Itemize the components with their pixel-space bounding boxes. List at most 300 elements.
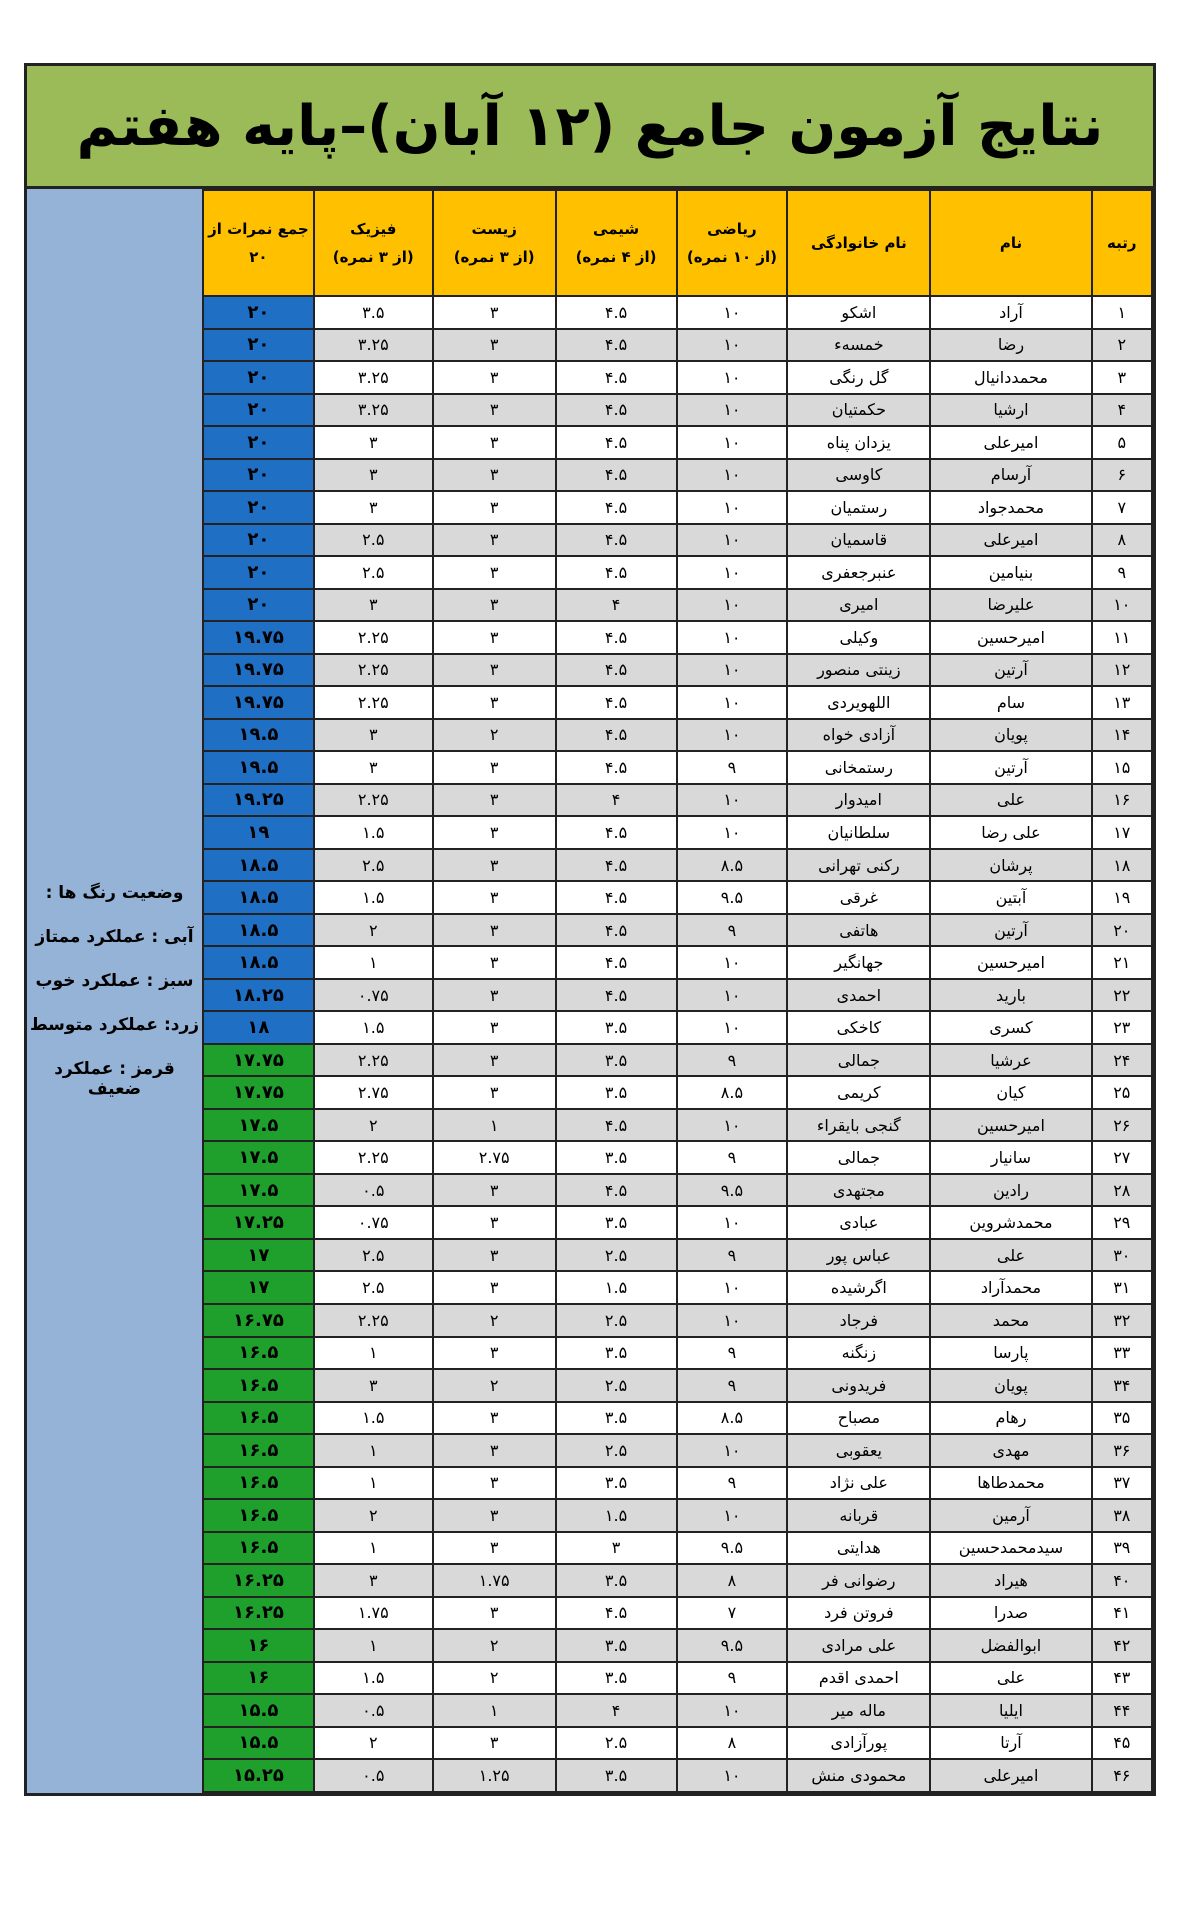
cell-family: زنگنه — [787, 1337, 930, 1370]
cell-name: علی — [930, 1662, 1091, 1695]
cell-phys: ۲.۲۵ — [314, 654, 433, 687]
table-row — [203, 1076, 1152, 1109]
cell-chem: ۳.۵ — [556, 1759, 677, 1792]
cell-family: عنبرجعفری — [787, 556, 930, 589]
cell-family: فروتن فرد — [787, 1597, 930, 1630]
cell-chem: ۴.۵ — [556, 621, 677, 654]
color-legend-panel — [27, 189, 202, 1793]
table-row — [203, 1011, 1152, 1044]
cell-family: امیری — [787, 589, 930, 622]
cell-rank: ۸ — [1092, 524, 1152, 557]
cell-math: ۸ — [677, 1727, 788, 1760]
cell-bio: ۳ — [433, 1337, 556, 1370]
cell-family: اگرشیده — [787, 1271, 930, 1304]
cell-bio: ۳ — [433, 686, 556, 719]
cell-chem: ۳.۵ — [556, 1206, 677, 1239]
cell-total: ۱۸ — [203, 1011, 314, 1044]
cell-total: ۱۵.۵ — [203, 1727, 314, 1760]
cell-math: ۹ — [677, 914, 788, 947]
cell-math: ۹ — [677, 1467, 788, 1500]
cell-bio: ۳ — [433, 1271, 556, 1304]
cell-name: محمدجواد — [930, 491, 1091, 524]
cell-phys: ۱ — [314, 1467, 433, 1500]
table-row — [203, 654, 1152, 687]
cell-rank: ۱۰ — [1092, 589, 1152, 622]
cell-name: آرتین — [930, 751, 1091, 784]
cell-math: ۱۰ — [677, 589, 788, 622]
legend-red: قرمز : عملکرد ضعیف — [54, 1059, 175, 1099]
cell-phys: ۲.۲۵ — [314, 1304, 433, 1337]
cell-chem: ۴.۵ — [556, 751, 677, 784]
cell-bio: ۳ — [433, 1239, 556, 1272]
cell-total: ۱۸.۵ — [203, 849, 314, 882]
table-row — [203, 1271, 1152, 1304]
cell-family: کریمی — [787, 1076, 930, 1109]
cell-bio: ۳ — [433, 394, 556, 427]
cell-math: ۹ — [677, 1369, 788, 1402]
header-row — [203, 190, 1152, 296]
cell-rank: ۲۶ — [1092, 1109, 1152, 1142]
cell-phys: ۲ — [314, 1727, 433, 1760]
cell-phys: ۳ — [314, 491, 433, 524]
cell-chem: ۴.۵ — [556, 426, 677, 459]
cell-total: ۱۷.۵ — [203, 1174, 314, 1207]
cell-family: جمالی — [787, 1044, 930, 1077]
cell-total: ۱۶.۵ — [203, 1532, 314, 1565]
cell-family: آزادی خواه — [787, 719, 930, 752]
cell-total: ۱۶.۲۵ — [203, 1597, 314, 1630]
cell-rank: ۳۱ — [1092, 1271, 1152, 1304]
cell-total: ۲۰ — [203, 589, 314, 622]
cell-rank: ۲۲ — [1092, 979, 1152, 1012]
cell-math: ۱۰ — [677, 394, 788, 427]
cell-phys: ۲.۲۵ — [314, 1044, 433, 1077]
cell-name: امیرعلی — [930, 524, 1091, 557]
cell-chem: ۳.۵ — [556, 1337, 677, 1370]
cell-chem: ۴.۵ — [556, 1597, 677, 1630]
cell-math: ۹.۵ — [677, 881, 788, 914]
cell-phys: ۱.۵ — [314, 881, 433, 914]
cell-bio: ۲ — [433, 1304, 556, 1337]
cell-total: ۱۷.۵ — [203, 1141, 314, 1174]
cell-math: ۹ — [677, 1141, 788, 1174]
cell-name: محمدطاها — [930, 1467, 1091, 1500]
cell-total: ۱۹.۷۵ — [203, 654, 314, 687]
table-row — [203, 459, 1152, 492]
cell-rank: ۳۵ — [1092, 1402, 1152, 1435]
cell-bio: ۳ — [433, 361, 556, 394]
cell-math: ۱۰ — [677, 1271, 788, 1304]
cell-rank: ۲۴ — [1092, 1044, 1152, 1077]
cell-total: ۱۸.۵ — [203, 946, 314, 979]
cell-rank: ۳۷ — [1092, 1467, 1152, 1500]
cell-total: ۱۶.۵ — [203, 1369, 314, 1402]
legend-blue: آبی : عملکرد ممتاز — [35, 927, 194, 947]
cell-math: ۱۰ — [677, 686, 788, 719]
table-row — [203, 621, 1152, 654]
cell-rank: ۱۴ — [1092, 719, 1152, 752]
cell-name: سام — [930, 686, 1091, 719]
table-row — [203, 1206, 1152, 1239]
cell-family: زینتی منصور — [787, 654, 930, 687]
cell-math: ۹ — [677, 1239, 788, 1272]
cell-bio: ۳ — [433, 751, 556, 784]
cell-bio: ۳ — [433, 654, 556, 687]
cell-phys: ۳ — [314, 426, 433, 459]
cell-math: ۱۰ — [677, 361, 788, 394]
cell-rank: ۳۴ — [1092, 1369, 1152, 1402]
table-row — [203, 361, 1152, 394]
cell-phys: ۲.۲۵ — [314, 784, 433, 817]
cell-chem: ۳ — [556, 1532, 677, 1565]
cell-phys: ۱.۵ — [314, 1011, 433, 1044]
cell-bio: ۳ — [433, 1434, 556, 1467]
table-row — [203, 426, 1152, 459]
cell-chem: ۱.۵ — [556, 1499, 677, 1532]
cell-total: ۲۰ — [203, 394, 314, 427]
cell-rank: ۷ — [1092, 491, 1152, 524]
cell-bio: ۳ — [433, 1597, 556, 1630]
cell-bio: ۳ — [433, 589, 556, 622]
cell-total: ۱۷.۷۵ — [203, 1044, 314, 1077]
cell-rank: ۲ — [1092, 329, 1152, 362]
cell-phys: ۰.۵ — [314, 1174, 433, 1207]
cell-phys: ۱ — [314, 1337, 433, 1370]
table-row — [203, 1141, 1152, 1174]
cell-name: هیراد — [930, 1564, 1091, 1597]
cell-name: آرتین — [930, 914, 1091, 947]
cell-family: رکنی تهرانی — [787, 849, 930, 882]
cell-family: رستمخانی — [787, 751, 930, 784]
cell-name: امیرعلی — [930, 426, 1091, 459]
cell-math: ۱۰ — [677, 524, 788, 557]
cell-math: ۱۰ — [677, 621, 788, 654]
table-row — [203, 1109, 1152, 1142]
cell-rank: ۲۹ — [1092, 1206, 1152, 1239]
cell-math: ۹ — [677, 751, 788, 784]
cell-family: فریدونی — [787, 1369, 930, 1402]
table-row — [203, 1239, 1152, 1272]
cell-phys: ۳.۵ — [314, 296, 433, 329]
cell-name: آبتین — [930, 881, 1091, 914]
cell-bio: ۳ — [433, 329, 556, 362]
cell-name: علی — [930, 1239, 1091, 1272]
cell-chem: ۴.۵ — [556, 816, 677, 849]
cell-math: ۹ — [677, 1662, 788, 1695]
cell-total: ۱۶.۵ — [203, 1337, 314, 1370]
cell-rank: ۲۰ — [1092, 914, 1152, 947]
table-row — [203, 1434, 1152, 1467]
cell-name: امیرحسین — [930, 1109, 1091, 1142]
cell-total: ۱۷.۵ — [203, 1109, 314, 1142]
cell-total: ۱۹.۷۵ — [203, 621, 314, 654]
cell-chem: ۴ — [556, 1694, 677, 1727]
cell-math: ۱۰ — [677, 719, 788, 752]
cell-family: عباس پور — [787, 1239, 930, 1272]
cell-family: عبادی — [787, 1206, 930, 1239]
cell-bio: ۳ — [433, 524, 556, 557]
table-row — [203, 1044, 1152, 1077]
cell-name: علی — [930, 784, 1091, 817]
cell-chem: ۴.۵ — [556, 946, 677, 979]
table-row — [203, 1629, 1152, 1662]
cell-rank: ۲۱ — [1092, 946, 1152, 979]
cell-chem: ۳.۵ — [556, 1044, 677, 1077]
cell-bio: ۳ — [433, 1402, 556, 1435]
header-phys: فیزیک (از ۳ نمره) — [314, 190, 433, 296]
cell-phys: ۲.۵ — [314, 1271, 433, 1304]
cell-name: بنیامین — [930, 556, 1091, 589]
cell-math: ۱۰ — [677, 1304, 788, 1337]
cell-chem: ۴.۵ — [556, 524, 677, 557]
cell-family: ماله میر — [787, 1694, 930, 1727]
cell-math: ۸.۵ — [677, 1402, 788, 1435]
cell-total: ۱۷ — [203, 1239, 314, 1272]
cell-phys: ۲.۵ — [314, 849, 433, 882]
cell-total: ۱۵.۵ — [203, 1694, 314, 1727]
cell-math: ۹.۵ — [677, 1174, 788, 1207]
cell-math: ۱۰ — [677, 1109, 788, 1142]
table-row — [203, 1402, 1152, 1435]
cell-chem: ۴ — [556, 784, 677, 817]
cell-family: مجتهدی — [787, 1174, 930, 1207]
cell-bio: ۱.۲۵ — [433, 1759, 556, 1792]
cell-bio: ۱.۷۵ — [433, 1564, 556, 1597]
cell-chem: ۲.۵ — [556, 1369, 677, 1402]
cell-total: ۱۶.۵ — [203, 1402, 314, 1435]
cell-bio: ۳ — [433, 914, 556, 947]
cell-rank: ۴۳ — [1092, 1662, 1152, 1695]
cell-bio: ۳ — [433, 816, 556, 849]
table-row — [203, 816, 1152, 849]
cell-bio: ۳ — [433, 784, 556, 817]
cell-bio: ۳ — [433, 1044, 556, 1077]
cell-bio: ۳ — [433, 1467, 556, 1500]
cell-phys: ۱ — [314, 1532, 433, 1565]
cell-chem: ۴.۵ — [556, 491, 677, 524]
cell-rank: ۱۸ — [1092, 849, 1152, 882]
table-row — [203, 556, 1152, 589]
cell-math: ۷ — [677, 1597, 788, 1630]
cell-bio: ۳ — [433, 1076, 556, 1109]
cell-total: ۱۹.۵ — [203, 719, 314, 752]
cell-phys: ۳ — [314, 459, 433, 492]
cell-name: آراد — [930, 296, 1091, 329]
cell-rank: ۲۵ — [1092, 1076, 1152, 1109]
cell-rank: ۱۹ — [1092, 881, 1152, 914]
cell-chem: ۲.۵ — [556, 1434, 677, 1467]
cell-chem: ۳.۵ — [556, 1467, 677, 1500]
table-row — [203, 719, 1152, 752]
cell-family: قاسمیان — [787, 524, 930, 557]
cell-phys: ۳ — [314, 1369, 433, 1402]
cell-rank: ۳۶ — [1092, 1434, 1152, 1467]
results-table — [202, 189, 1153, 1793]
cell-phys: ۳ — [314, 719, 433, 752]
cell-bio: ۳ — [433, 296, 556, 329]
cell-bio: ۲ — [433, 1629, 556, 1662]
cell-phys: ۱.۵ — [314, 1662, 433, 1695]
cell-chem: ۴.۵ — [556, 1109, 677, 1142]
table-row — [203, 849, 1152, 882]
cell-bio: ۳ — [433, 979, 556, 1012]
cell-chem: ۳.۵ — [556, 1141, 677, 1174]
cell-bio: ۳ — [433, 426, 556, 459]
table-row — [203, 1662, 1152, 1695]
cell-rank: ۴۴ — [1092, 1694, 1152, 1727]
cell-name: محمددانیال — [930, 361, 1091, 394]
cell-total: ۱۹ — [203, 816, 314, 849]
cell-phys: ۲.۵ — [314, 524, 433, 557]
cell-chem: ۴.۵ — [556, 394, 677, 427]
cell-bio: ۲ — [433, 719, 556, 752]
cell-family: کاخکی — [787, 1011, 930, 1044]
cell-bio: ۳ — [433, 491, 556, 524]
cell-total: ۲۰ — [203, 556, 314, 589]
cell-chem: ۴.۵ — [556, 361, 677, 394]
cell-chem: ۳.۵ — [556, 1011, 677, 1044]
cell-math: ۱۰ — [677, 654, 788, 687]
cell-math: ۱۰ — [677, 784, 788, 817]
cell-family: کاوسی — [787, 459, 930, 492]
cell-family: گنجی بایقراء — [787, 1109, 930, 1142]
table-row — [203, 784, 1152, 817]
cell-rank: ۵ — [1092, 426, 1152, 459]
cell-phys: ۳.۲۵ — [314, 361, 433, 394]
cell-total: ۱۶.۵ — [203, 1434, 314, 1467]
cell-name: پویان — [930, 719, 1091, 752]
table-row — [203, 329, 1152, 362]
table-row — [203, 1597, 1152, 1630]
cell-family: محمودی منش — [787, 1759, 930, 1792]
cell-phys: ۱ — [314, 1434, 433, 1467]
cell-rank: ۹ — [1092, 556, 1152, 589]
cell-family: اللهویردی — [787, 686, 930, 719]
cell-phys: ۰.۵ — [314, 1694, 433, 1727]
table-row — [203, 686, 1152, 719]
cell-total: ۲۰ — [203, 459, 314, 492]
cell-name: عرشیا — [930, 1044, 1091, 1077]
cell-name: رهام — [930, 1402, 1091, 1435]
cell-bio: ۳ — [433, 1727, 556, 1760]
table-row — [203, 394, 1152, 427]
cell-name: محمدآراد — [930, 1271, 1091, 1304]
header-total: جمع نمرات از ۲۰ — [203, 190, 314, 296]
cell-rank: ۱۳ — [1092, 686, 1152, 719]
cell-phys: ۲ — [314, 1499, 433, 1532]
cell-chem: ۴.۵ — [556, 296, 677, 329]
cell-chem: ۴.۵ — [556, 686, 677, 719]
cell-phys: ۳ — [314, 589, 433, 622]
cell-bio: ۱ — [433, 1109, 556, 1142]
results-table-wrap — [202, 189, 1153, 1793]
table-row — [203, 751, 1152, 784]
cell-math: ۱۰ — [677, 946, 788, 979]
cell-name: پارسا — [930, 1337, 1091, 1370]
header-chem: شیمی (از ۴ نمره) — [556, 190, 677, 296]
table-row — [203, 1694, 1152, 1727]
cell-family: گل رنگی — [787, 361, 930, 394]
cell-bio: ۳ — [433, 1011, 556, 1044]
cell-name: آرمین — [930, 1499, 1091, 1532]
cell-math: ۱۰ — [677, 459, 788, 492]
cell-phys: ۰.۷۵ — [314, 979, 433, 1012]
cell-name: امیرعلی — [930, 1759, 1091, 1792]
cell-rank: ۴۲ — [1092, 1629, 1152, 1662]
legend-heading: وضعیت رنگ ها : — [45, 883, 184, 903]
cell-rank: ۳ — [1092, 361, 1152, 394]
cell-math: ۹.۵ — [677, 1629, 788, 1662]
cell-total: ۱۷ — [203, 1271, 314, 1304]
cell-family: هاتفی — [787, 914, 930, 947]
cell-chem: ۴.۵ — [556, 654, 677, 687]
cell-name: پرشان — [930, 849, 1091, 882]
cell-rank: ۴۱ — [1092, 1597, 1152, 1630]
cell-bio: ۳ — [433, 621, 556, 654]
cell-phys: ۳.۲۵ — [314, 394, 433, 427]
cell-name: آرسام — [930, 459, 1091, 492]
cell-name: آرتین — [930, 654, 1091, 687]
cell-phys: ۲.۵ — [314, 1239, 433, 1272]
cell-name: محمد — [930, 1304, 1091, 1337]
cell-chem: ۳.۵ — [556, 1402, 677, 1435]
cell-name: رادین — [930, 1174, 1091, 1207]
cell-math: ۸.۵ — [677, 849, 788, 882]
cell-name: علیرضا — [930, 589, 1091, 622]
cell-phys: ۰.۷۵ — [314, 1206, 433, 1239]
cell-total: ۱۷.۲۵ — [203, 1206, 314, 1239]
cell-rank: ۴ — [1092, 394, 1152, 427]
cell-family: علی مرادی — [787, 1629, 930, 1662]
cell-rank: ۳۳ — [1092, 1337, 1152, 1370]
cell-family: یعقوبی — [787, 1434, 930, 1467]
cell-phys: ۲ — [314, 914, 433, 947]
table-row — [203, 1564, 1152, 1597]
cell-phys: ۲.۲۵ — [314, 621, 433, 654]
cell-phys: ۰.۵ — [314, 1759, 433, 1792]
cell-math: ۱۰ — [677, 491, 788, 524]
cell-family: یزدان پناه — [787, 426, 930, 459]
cell-name: بارید — [930, 979, 1091, 1012]
cell-chem: ۴.۵ — [556, 979, 677, 1012]
cell-family: مصباح — [787, 1402, 930, 1435]
page-title: نتایج آزمون جامع (۱۲ آبان)–پایه هفتم — [76, 93, 1104, 159]
cell-bio: ۳ — [433, 1174, 556, 1207]
results-body — [203, 296, 1152, 1792]
header-bio: زیست (از ۳ نمره) — [433, 190, 556, 296]
cell-total: ۱۹.۲۵ — [203, 784, 314, 817]
cell-rank: ۳۲ — [1092, 1304, 1152, 1337]
cell-bio: ۳ — [433, 946, 556, 979]
table-row — [203, 1727, 1152, 1760]
cell-rank: ۳۰ — [1092, 1239, 1152, 1272]
cell-total: ۱۶ — [203, 1629, 314, 1662]
cell-family: اشکو — [787, 296, 930, 329]
table-row — [203, 1174, 1152, 1207]
header-name: نام — [930, 190, 1091, 296]
cell-family: علی نژاد — [787, 1467, 930, 1500]
table-row — [203, 491, 1152, 524]
cell-name: سیدمحمدحسین — [930, 1532, 1091, 1565]
cell-rank: ۴۵ — [1092, 1727, 1152, 1760]
table-row — [203, 1499, 1152, 1532]
cell-chem: ۲.۵ — [556, 1304, 677, 1337]
cell-total: ۱۶.۵ — [203, 1499, 314, 1532]
cell-phys: ۳ — [314, 751, 433, 784]
cell-chem: ۳.۵ — [556, 1076, 677, 1109]
cell-total: ۱۸.۲۵ — [203, 979, 314, 1012]
cell-name: آرتا — [930, 1727, 1091, 1760]
